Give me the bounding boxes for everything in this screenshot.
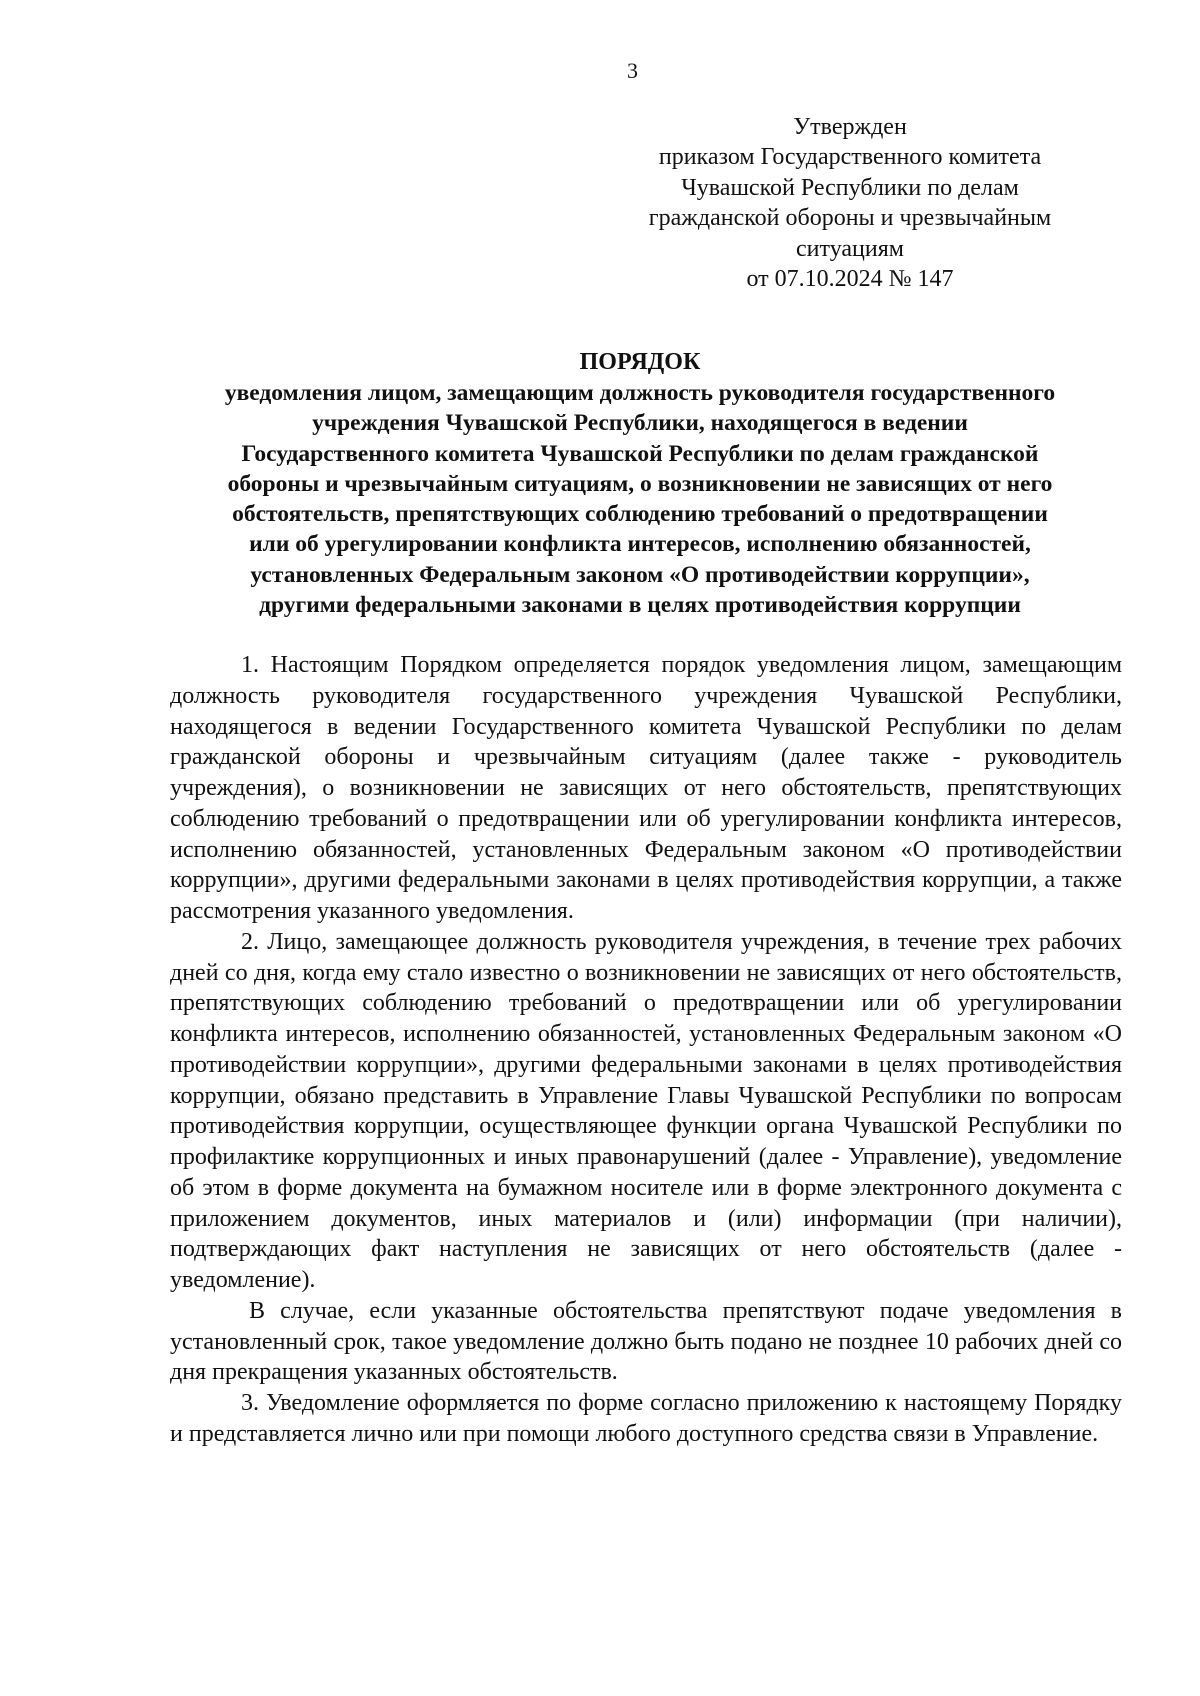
subtitle-line: обороны и чрезвычайным ситуациям, о возникновении не зависящих от него bbox=[227, 470, 1053, 497]
document-title: ПОРЯДОК bbox=[579, 349, 701, 375]
page-number: 3 bbox=[627, 58, 638, 83]
paragraph-1: 1. Настоящим Порядком определяется порядок уведомления лицом, замещающим должность руководителя государственного учреждения Чувашской Республики, находящегося в ведении Государственного комитета Чувашской Республики по делам гражданской обороны и чрезвычайным ситуациям (далее также - руководитель учреждения), о возникновении не зависящих от него обстоятельств, препятствующих соблюдению требований о предотвращении или об урегулировании конфликта интересов, исполнению обязанностей, установленных Федеральным законом «О противодействии коррупции», другими федеральными законами в целях противодействия коррупции, а также рассмотрения указанного уведомления. bbox=[170, 652, 1122, 924]
approval-line: приказом Государственного комитета bbox=[658, 144, 1042, 171]
document-subtitle bbox=[150, 378, 1130, 620]
subtitle-line: уведомления лицом, замещающим должность руководителя государственного bbox=[224, 380, 1056, 406]
approval-line: Утвержден bbox=[793, 114, 907, 140]
approval-stamp bbox=[590, 112, 1110, 294]
paragraph-2: 2. Лицо, замещающее должность руководителя учреждения, в течение трех рабочих дней со дня, когда ему стало известно о возникновении не зависящих от него обстоятельств, препятствующих соблюдению требований о предотвращении или об урегулировании конфликта интересов, исполнению обязанностей, установленных Федеральным законом «О противодействии коррупции», другими федеральными законами в целях противодействия коррупции, обязано представить в Управление Главы Чувашской Республики по вопросам противодействия коррупции, осуществляющее функции органа Чувашской Республики по профилактике коррупционных и иных правонарушений (далее - Управление), уведомление об этом в форме документа на бумажном носителе или в форме электронного документа с приложением документов, иных материалов и (или) информации (при наличии), подтверждающих факт наступления не зависящих от него обстоятельств (далее - уведомление). bbox=[170, 928, 1122, 1293]
approval-line: Чувашской Республики по делам bbox=[681, 174, 1019, 201]
subtitle-line: учреждения Чувашской Республики, находящегося в ведении bbox=[312, 410, 968, 437]
approval-line: от 07.10.2024 № 147 bbox=[746, 266, 954, 293]
approval-line: гражданской обороны и чрезвычайным bbox=[648, 205, 1052, 232]
subtitle-line: установленных Федеральным законом «О противодействии коррупции», bbox=[250, 561, 1030, 588]
paragraph-2-continuation: В случае, если указанные обстоятельства препятствуют подаче уведомления в установленный срок, такое уведомление должно быть подано не позднее 10 рабочих дней со дня прекращения указанных обстоятельств. bbox=[170, 1297, 1122, 1386]
document-body bbox=[170, 650, 1122, 1450]
subtitle-line: другими федеральными законами в целях противодействия коррупции bbox=[259, 592, 1021, 619]
subtitle-line: обстоятельств, препятствующих соблюдению требований о предотвращении bbox=[232, 501, 1048, 528]
subtitle-line: или об урегулировании конфликта интересов, исполнению обязанностей, bbox=[249, 531, 1031, 558]
paragraph-3: 3. Уведомление оформляется по форме согласно приложению к настоящему Порядку и представляется лично или при помощи любого доступного средства связи в Управление. bbox=[170, 1390, 1122, 1447]
approval-line: ситуациям bbox=[796, 235, 904, 262]
subtitle-line: Государственного комитета Чувашской Республики по делам гражданской bbox=[241, 440, 1039, 467]
